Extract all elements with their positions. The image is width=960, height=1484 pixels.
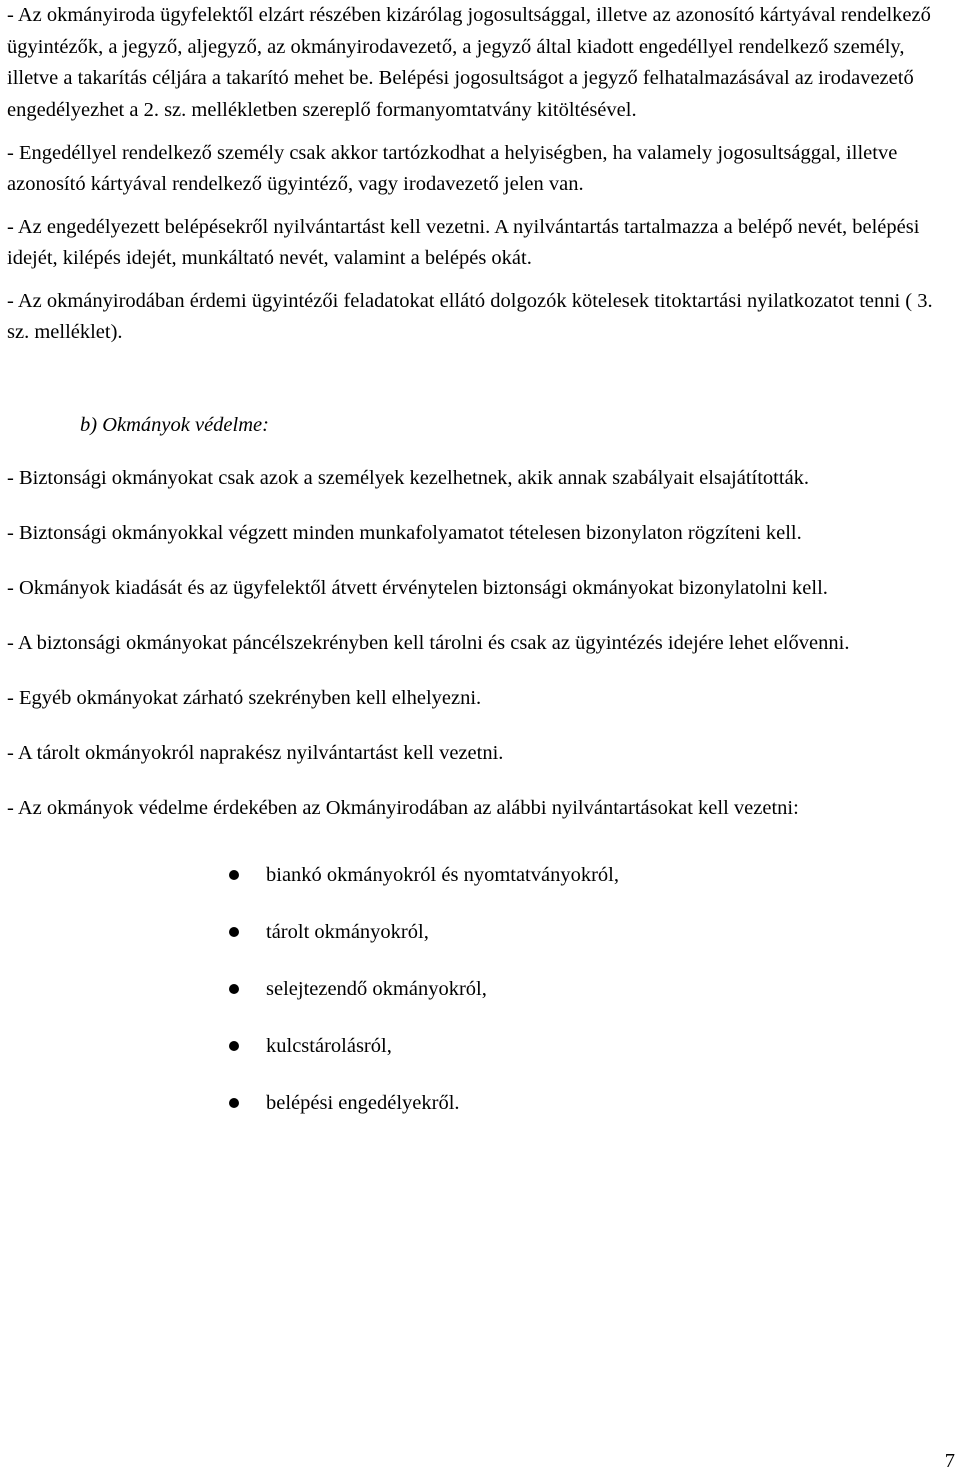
section-heading: b) Okmányok védelme:: [80, 414, 269, 436]
list-item-label: tárolt okmányokról,: [266, 921, 429, 943]
list-item-label: selejtezendő okmányokról,: [266, 978, 487, 1000]
bullet-icon: [229, 984, 239, 994]
paragraph-confidentiality: - Az okmányirodában érdemi ügyintézői feladatokat ellátó dolgozók kötelesek titoktartási nyilatkozatot tenni ( 3. sz. melléklet).: [7, 290, 933, 343]
paragraph-access-rules: - Az okmányiroda ügyfelektől elzárt részében kizárólag jogosultsággal, illetve az azonosító kártyával rendelkező ügyintézők, a jegyző, aljegyző, az okmányirodavezető, a jegyző által kiadott engedéllyel rendelkező személy, illetve a takarítás céljára a takarító mehet be. Belépési jogosultságot a jegyző felhatalmazásával az irodavezető engedélyezhet a 2. sz. mellékletben szereplő formanyomtatvány kitöltésével.: [7, 4, 931, 121]
bullet-icon: [229, 1098, 239, 1108]
list-item-label: belépési engedélyekről.: [266, 1092, 460, 1114]
list-item: [7, 974, 952, 1031]
bullet-icon: [229, 1041, 239, 1051]
paragraph-permitted-presence: - Engedéllyel rendelkező személy csak akkor tartózkodhat a helyiségben, ha valamely jogosultsággal, illetve azonosító kártyával rendelkező ügyintéző, vagy irodavezető jelen van.: [7, 142, 898, 195]
list-item: [7, 1031, 952, 1088]
bullet-icon: [229, 927, 239, 937]
paragraph-stored-records: - A tárolt okmányokról naprakész nyilvántartást kell vezetni.: [7, 742, 504, 764]
paragraph-lockable-cabinet: - Egyéb okmányokat zárható szekrényben kell elhelyezni.: [7, 687, 482, 709]
paragraph-entry-register: - Az engedélyezett belépésekről nyilvántartást kell vezetni. A nyilvántartás tartalmazza a belépő nevét, belépési idejét, kilépés idejét, munkáltató nevét, valamint a belépés okát.: [7, 216, 920, 269]
list-item-label: biankó okmányokról és nyomtatványokról,: [266, 864, 619, 886]
paragraph-required-registers: - Az okmányok védelme érdekében az Okmányirodában az alábbi nyilvántartásokat kell vezetni:: [7, 797, 799, 819]
list-item: [7, 860, 952, 917]
list-item: [7, 917, 952, 974]
paragraph-safe-storage: - A biztonsági okmányokat páncélszekrényben kell tárolni és csak az ügyintézés idejére lehet elővenni.: [7, 632, 850, 654]
list-item-label: kulcstárolásról,: [266, 1035, 392, 1057]
document-page: [7, 0, 952, 1145]
list-item: [7, 1088, 952, 1145]
paragraph-workflow-records: - Biztonsági okmányokkal végzett minden munkafolyamatot tételesen bizonylaton rögzíteni kell.: [7, 522, 802, 544]
paragraph-security-documents-handlers: - Biztonsági okmányokat csak azok a személyek kezelhetnek, akik annak szabályait elsajátították.: [7, 467, 810, 489]
paragraph-issue-documentation: - Okmányok kiadását és az ügyfelektől átvett érvénytelen biztonsági okmányokat bizonylatolni kell.: [7, 577, 828, 599]
register-list: [7, 860, 952, 1145]
page-number: 7: [944, 1450, 955, 1472]
bullet-icon: [229, 870, 239, 880]
